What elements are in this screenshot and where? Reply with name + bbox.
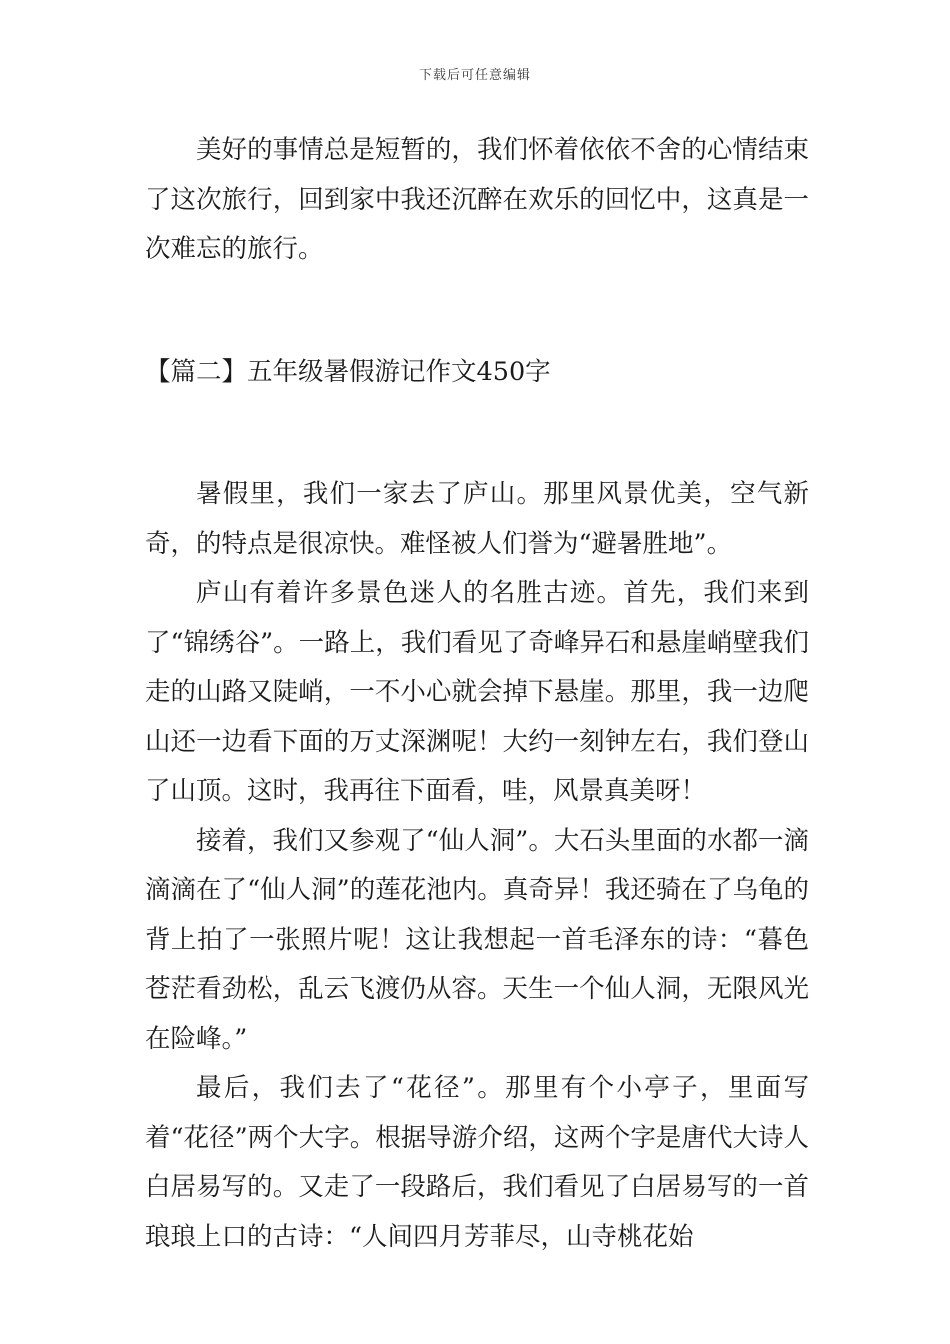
paragraph: 庐山有着许多景色迷人的名胜古迹。首先，我们来到了“锦绣谷”。一路上，我们看见了奇峰异石和悬崖峭壁我们走的山路又陡峭，一不小心就会掉下悬崖。那里，我一边爬山还一边看下面的万丈深渊呢！大约一刻钟左右，我们登山了山顶。这时，我再往下面看，哇，风景真美呀！ [145,578,809,806]
page-header-note: 下载后可任意编辑 [418,68,531,83]
paragraph: 最后，我们去了“花径”。那里有个小亭子，里面写着“花径”两个大字。根据导游介绍，这两个字是唐代大诗人白居易写的。又走了一段路后，我们看见了白居易写的一首琅琅上口的古诗：“人间四月芳菲尽，山寺桃花始 [145,1073,809,1252]
section-title: 【篇二】五年级暑假游记作文450字 [145,356,551,387]
paragraph-intro-end: 美好的事情总是短暂的，我们怀着依依不舍的心情结束了这次旅行，回到家中我还沉醉在欢乐的回忆中，这真是一次难忘的旅行。 [145,135,809,264]
document-body [145,126,809,1262]
paragraph: 接着，我们又参观了“仙人洞”。大石头里面的水都一滴滴滴在了“仙人洞”的莲花池内。真奇异！我还骑在了乌龟的背上拍了一张照片呢！这让我想起一首毛泽东的诗：“暮色苍茫看劲松，乱云飞渡仍从容。天生一个仙人洞，无限风光在险峰。” [145,825,809,1054]
paragraph: 暑假里，我们一家去了庐山。那里风景优美，空气新奇，的特点是很凉快。难怪被人们誉为“避暑胜地”。 [145,479,809,559]
